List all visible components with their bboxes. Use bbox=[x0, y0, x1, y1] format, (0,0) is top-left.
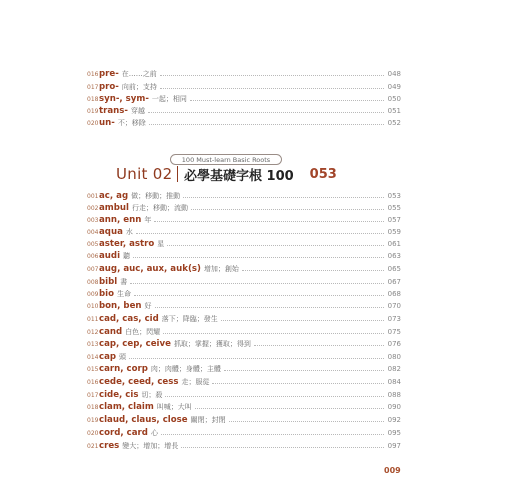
entry-number: 020 bbox=[87, 429, 99, 437]
entry-root: carn, corp bbox=[99, 364, 148, 374]
toc-entry[interactable] bbox=[87, 288, 401, 300]
toc-entry[interactable] bbox=[87, 326, 401, 338]
entry-meaning: 生命 bbox=[117, 290, 132, 298]
leader-dots bbox=[167, 245, 384, 246]
entry-page: 097 bbox=[387, 442, 401, 450]
unit-heading[interactable] bbox=[116, 164, 337, 184]
leader-dots bbox=[212, 383, 384, 384]
entry-meaning: 一起；相同 bbox=[151, 95, 187, 103]
entry-meaning: 行走；移動；流動 bbox=[131, 204, 188, 212]
toc-entry[interactable] bbox=[87, 313, 401, 325]
entry-root: trans- bbox=[99, 106, 128, 116]
toc-entry[interactable] bbox=[87, 93, 401, 105]
entry-number: 019 bbox=[87, 416, 99, 424]
leader-dots bbox=[160, 88, 384, 89]
entry-number: 016 bbox=[87, 70, 99, 78]
unit-page-number: 053 bbox=[309, 166, 337, 182]
toc-entry[interactable] bbox=[87, 117, 401, 129]
entry-meaning: 走；服從 bbox=[181, 378, 210, 386]
toc-entry[interactable] bbox=[87, 238, 401, 250]
entry-meaning: 落下；降臨；發生 bbox=[161, 315, 218, 323]
entry-root: cand bbox=[99, 327, 123, 337]
leader-dots bbox=[133, 257, 384, 258]
toc-entry[interactable] bbox=[87, 226, 401, 238]
entry-page: 065 bbox=[387, 265, 401, 273]
entry-number: 016 bbox=[87, 378, 99, 386]
entry-meaning: 不；移除 bbox=[117, 119, 146, 127]
toc-entry[interactable] bbox=[87, 389, 401, 401]
entry-number: 013 bbox=[87, 340, 99, 348]
leader-dots bbox=[129, 358, 384, 359]
entry-root: aug, auc, aux, auk(s) bbox=[99, 264, 201, 274]
entry-number: 018 bbox=[87, 403, 99, 411]
entry-meaning: 白色；閃耀 bbox=[125, 328, 161, 336]
entry-root: cad, cas, cid bbox=[99, 314, 159, 324]
entry-meaning: 穿越 bbox=[130, 107, 145, 115]
entry-number: 015 bbox=[87, 365, 99, 373]
entry-page: 049 bbox=[387, 83, 401, 91]
toc-entry[interactable] bbox=[87, 276, 401, 288]
entry-number: 006 bbox=[87, 252, 99, 260]
unit-subtitle-pill: 100 Must-learn Basic Roots bbox=[170, 154, 282, 165]
toc-entry[interactable] bbox=[87, 202, 401, 214]
toc-entry[interactable] bbox=[87, 427, 401, 439]
toc-entry[interactable] bbox=[87, 300, 401, 312]
entry-root: cide, cis bbox=[99, 390, 139, 400]
leader-dots bbox=[136, 233, 384, 234]
toc-entry[interactable] bbox=[87, 105, 401, 117]
entry-page: 095 bbox=[387, 429, 401, 437]
entry-root: un- bbox=[99, 118, 115, 128]
entry-page: 063 bbox=[387, 252, 401, 260]
toc-entry[interactable] bbox=[87, 250, 401, 262]
leader-dots bbox=[254, 345, 384, 346]
entry-root: cord, card bbox=[99, 428, 148, 438]
entry-root: bibl bbox=[99, 277, 118, 287]
entry-meaning: 抓取；掌握；獲取；得到 bbox=[173, 340, 251, 348]
toc-entry[interactable] bbox=[87, 214, 401, 226]
leader-dots bbox=[181, 447, 384, 448]
leader-dots bbox=[242, 270, 384, 271]
entry-meaning: 心 bbox=[150, 429, 158, 437]
entry-number: 017 bbox=[87, 391, 99, 399]
leader-dots bbox=[221, 320, 384, 321]
entry-page: 073 bbox=[387, 315, 401, 323]
entry-page: 067 bbox=[387, 278, 401, 286]
toc-entry[interactable] bbox=[87, 351, 401, 363]
entry-root: aster, astro bbox=[99, 239, 155, 249]
entry-number: 009 bbox=[87, 290, 99, 298]
entry-page: 076 bbox=[387, 340, 401, 348]
entry-number: 010 bbox=[87, 302, 99, 310]
leader-dots bbox=[224, 370, 384, 371]
toc-entry[interactable] bbox=[87, 190, 401, 202]
entry-root: cap, cep, ceive bbox=[99, 339, 171, 349]
entry-meaning: 星 bbox=[157, 240, 165, 248]
entry-meaning: 書 bbox=[120, 278, 128, 286]
entry-page: 075 bbox=[387, 328, 401, 336]
entry-meaning: 叫喊；大叫 bbox=[156, 403, 192, 411]
entry-meaning: 向前；支持 bbox=[121, 83, 157, 91]
entry-number: 020 bbox=[87, 119, 99, 127]
entry-number: 017 bbox=[87, 83, 99, 91]
entry-number: 021 bbox=[87, 442, 99, 450]
entry-page: 061 bbox=[387, 240, 401, 248]
leader-dots bbox=[165, 396, 384, 397]
toc-entry[interactable] bbox=[87, 440, 401, 452]
entry-page: 070 bbox=[387, 302, 401, 310]
unit-label: Unit 02 bbox=[116, 165, 173, 183]
entry-page: 059 bbox=[387, 228, 401, 236]
entry-number: 019 bbox=[87, 107, 99, 115]
entry-root: pro- bbox=[99, 82, 119, 92]
leader-dots bbox=[154, 221, 384, 222]
entry-meaning: 關閉；封閉 bbox=[190, 416, 226, 424]
unit-divider bbox=[177, 166, 179, 182]
entry-root: aqua bbox=[99, 227, 123, 237]
entry-root: cres bbox=[99, 441, 120, 451]
leader-dots bbox=[130, 283, 384, 284]
entry-meaning: 水 bbox=[125, 228, 133, 236]
entry-root: bio bbox=[99, 289, 115, 299]
entry-page: 055 bbox=[387, 204, 401, 212]
leader-dots bbox=[134, 295, 384, 296]
entry-root: ac, ag bbox=[99, 191, 129, 201]
entry-root: ann, enn bbox=[99, 215, 142, 225]
leader-dots bbox=[155, 307, 384, 308]
entry-root: cap bbox=[99, 352, 117, 362]
entry-page: 092 bbox=[387, 416, 401, 424]
leader-dots bbox=[160, 75, 384, 76]
entry-root: bon, ben bbox=[99, 301, 142, 311]
entry-root: clam, claim bbox=[99, 402, 154, 412]
entry-number: 003 bbox=[87, 216, 99, 224]
entry-page: 090 bbox=[387, 403, 401, 411]
entry-number: 007 bbox=[87, 265, 99, 273]
entry-meaning: 年 bbox=[144, 216, 152, 224]
toc-entry[interactable] bbox=[87, 68, 401, 80]
toc-entry[interactable] bbox=[87, 363, 401, 375]
entry-root: cede, ceed, cess bbox=[99, 377, 179, 387]
entry-meaning: 肉；肉體；身體；主體 bbox=[150, 365, 221, 373]
entry-page: 051 bbox=[387, 107, 401, 115]
entry-root: syn-, sym- bbox=[99, 94, 149, 104]
leader-dots bbox=[183, 197, 384, 198]
leader-dots bbox=[161, 434, 384, 435]
entry-meaning: 增加；創始 bbox=[203, 265, 239, 273]
entry-meaning: 聽 bbox=[123, 252, 131, 260]
entry-number: 018 bbox=[87, 95, 99, 103]
entry-number: 004 bbox=[87, 228, 99, 236]
entry-number: 005 bbox=[87, 240, 99, 248]
entry-root: claud, claus, close bbox=[99, 415, 188, 425]
entry-page: 088 bbox=[387, 391, 401, 399]
entry-page: 068 bbox=[387, 290, 401, 298]
entry-page: 057 bbox=[387, 216, 401, 224]
leader-dots bbox=[195, 408, 384, 409]
entry-page: 052 bbox=[387, 119, 401, 127]
toc-entry[interactable] bbox=[87, 81, 401, 93]
entry-root: ambul bbox=[99, 203, 129, 213]
leader-dots bbox=[191, 209, 384, 210]
leader-dots bbox=[148, 112, 384, 113]
entry-number: 012 bbox=[87, 328, 99, 336]
leader-dots bbox=[163, 333, 384, 334]
entry-meaning: 切；殺 bbox=[141, 391, 163, 399]
entry-number: 008 bbox=[87, 278, 99, 286]
leader-dots bbox=[149, 124, 384, 125]
toc-entry[interactable] bbox=[87, 401, 401, 413]
entry-number: 014 bbox=[87, 353, 99, 361]
entry-number: 002 bbox=[87, 204, 99, 212]
entry-meaning: 變大；增加；增長 bbox=[122, 442, 179, 450]
toc-entry[interactable] bbox=[87, 376, 401, 388]
entry-page: 084 bbox=[387, 378, 401, 386]
toc-entry[interactable] bbox=[87, 338, 401, 350]
entry-meaning: 頭 bbox=[119, 353, 127, 361]
toc-entry[interactable] bbox=[87, 263, 401, 275]
leader-dots bbox=[229, 421, 384, 422]
entry-root: audi bbox=[99, 251, 121, 261]
unit-title: 必學基礎字根 100 bbox=[184, 168, 294, 184]
entry-meaning: 在……之前 bbox=[121, 70, 157, 78]
entry-meaning: 好 bbox=[144, 302, 152, 310]
entry-page: 048 bbox=[387, 70, 401, 78]
entry-number: 001 bbox=[87, 192, 99, 200]
entry-page: 080 bbox=[387, 353, 401, 361]
entry-page: 050 bbox=[387, 95, 401, 103]
entry-number: 011 bbox=[87, 315, 99, 323]
entry-page: 053 bbox=[387, 192, 401, 200]
leader-dots bbox=[190, 100, 384, 101]
entry-page: 082 bbox=[387, 365, 401, 373]
page-folio: 009 bbox=[384, 466, 401, 475]
toc-entry[interactable] bbox=[87, 414, 401, 426]
entry-meaning: 做；移動；推動 bbox=[131, 192, 181, 200]
entry-root: pre- bbox=[99, 69, 119, 79]
